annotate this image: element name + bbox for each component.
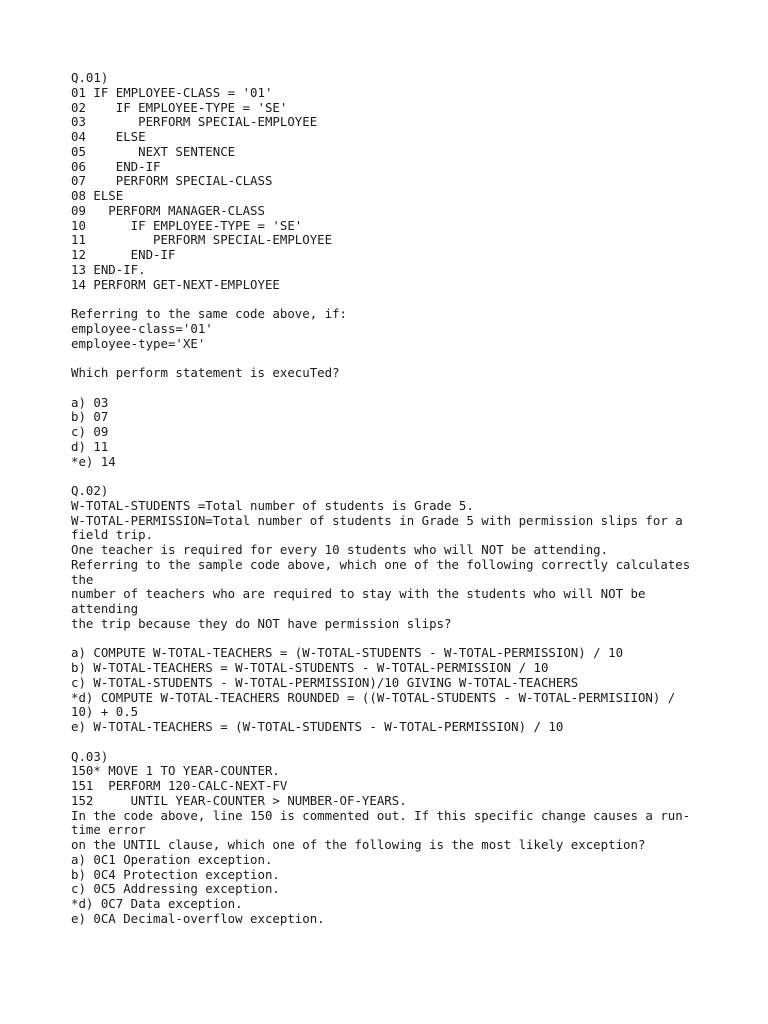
text-line: 08 ELSE [71,188,124,203]
blank-line [71,381,711,396]
text-line: Referring to the same code above, if: [71,306,348,321]
blank-line [71,735,711,750]
text-line: 09 PERFORM MANAGER-CLASS [71,202,265,218]
text-line: 10 IF EMPLOYEE-TYPE = 'SE' [71,217,303,233]
text-line: a) COMPUTE W-TOTAL-TEACHERS = (W-TOTAL-STUDENTS - W-TOTAL-PERMISSION) / 10 [71,645,624,661]
text-line: the trip because they do NOT have permission slips? [71,615,452,631]
text-line: e) W-TOTAL-TEACHERS = (W-TOTAL-STUDENTS - W-TOTAL-PERMISSION) / 10 [71,719,564,734]
text-line: *d) 0C7 Data exception. [71,896,243,911]
text-line: a) 0C1 Operation exception. [71,851,273,867]
text-line: b) W-TOTAL-TEACHERS = W-TOTAL-STUDENTS - W-TOTAL-PERMISSION / 10 [71,660,549,675]
text-line: a) 03 [71,394,109,410]
text-line: 01 IF EMPLOYEE-CLASS = '01' [71,84,273,100]
text-line: 02 IF EMPLOYEE-TYPE = 'SE' [71,99,288,115]
text-line: 12 END-IF [71,247,176,262]
text-line: Which perform statement is execuTed? [71,365,340,380]
text-line: 07 PERFORM SPECIAL-CLASS [71,173,273,189]
document-body [71,71,711,927]
text-line: Referring to the sample code above, which one of the following correctly calculates [71,556,691,572]
text-line: time error [71,822,146,838]
text-line: 13 END-IF. [71,261,146,277]
text-line: employee-type='XE' [71,335,206,351]
text-line: 152 UNTIL YEAR-COUNTER > NUMBER-OF-YEARS. [71,792,407,808]
text-line: 14 PERFORM GET-NEXT-EMPLOYEE [71,276,280,292]
text-line: number of teachers who are required to stay with the students who will NOT be [71,586,646,602]
text-line: field trip. [71,527,154,543]
text-line: 11 PERFORM SPECIAL-EMPLOYEE [71,232,333,248]
blank-line [71,632,711,647]
text-line: e) 0CA Decimal-overflow exception. [71,910,325,926]
text-line: employee-class='01' [71,320,213,336]
text-line: Q.01) [71,70,109,85]
text-line: c) 09 [71,424,109,439]
text-line: *e) 14 [71,453,116,469]
text-line: c) W-TOTAL-STUDENTS - W-TOTAL-PERMISSION)/10 GIVING W-TOTAL-TEACHERS [71,674,579,690]
text-line: 03 PERFORM SPECIAL-EMPLOYEE [71,114,318,130]
text-line: W-TOTAL-STUDENTS =Total number of students is Grade 5. [71,497,474,513]
text-line: b) 0C4 Protection exception. [71,866,280,882]
text-line: One teacher is required for every 10 students who will NOT be attending. [71,542,609,557]
blank-line [71,469,711,484]
text-line: d) 11 [71,438,109,454]
text-line: 150* MOVE 1 TO YEAR-COUNTER. [71,763,280,779]
blank-line [71,292,711,307]
text-line: In the code above, line 150 is commented out. If this specific change causes a run- [71,807,691,823]
text-line: on the UNTIL clause, which one of the following is the most likely exception? [71,837,646,852]
text-line: c) 0C5 Addressing exception. [71,881,280,897]
text-line: W-TOTAL-PERMISSION=Total number of students in Grade 5 with permission slips for a [71,512,683,528]
text-line: attending [71,601,139,616]
text-line: 06 END-IF [71,158,161,174]
text-line: 05 NEXT SENTENCE [71,143,236,159]
blank-line [71,351,711,366]
text-line: Q.02) [71,483,109,498]
text-line: Q.03) [71,748,109,764]
text-line: 04 ELSE [71,129,146,144]
text-line: the [71,571,94,587]
text-line: 151 PERFORM 120-CALC-NEXT-FV [71,778,288,793]
text-line: b) 07 [71,409,109,425]
text-line: *d) COMPUTE W-TOTAL-TEACHERS ROUNDED = ((W-TOTAL-STUDENTS - W-TOTAL-PERMISIION) / [71,689,676,705]
text-line: 10) + 0.5 [71,704,139,720]
